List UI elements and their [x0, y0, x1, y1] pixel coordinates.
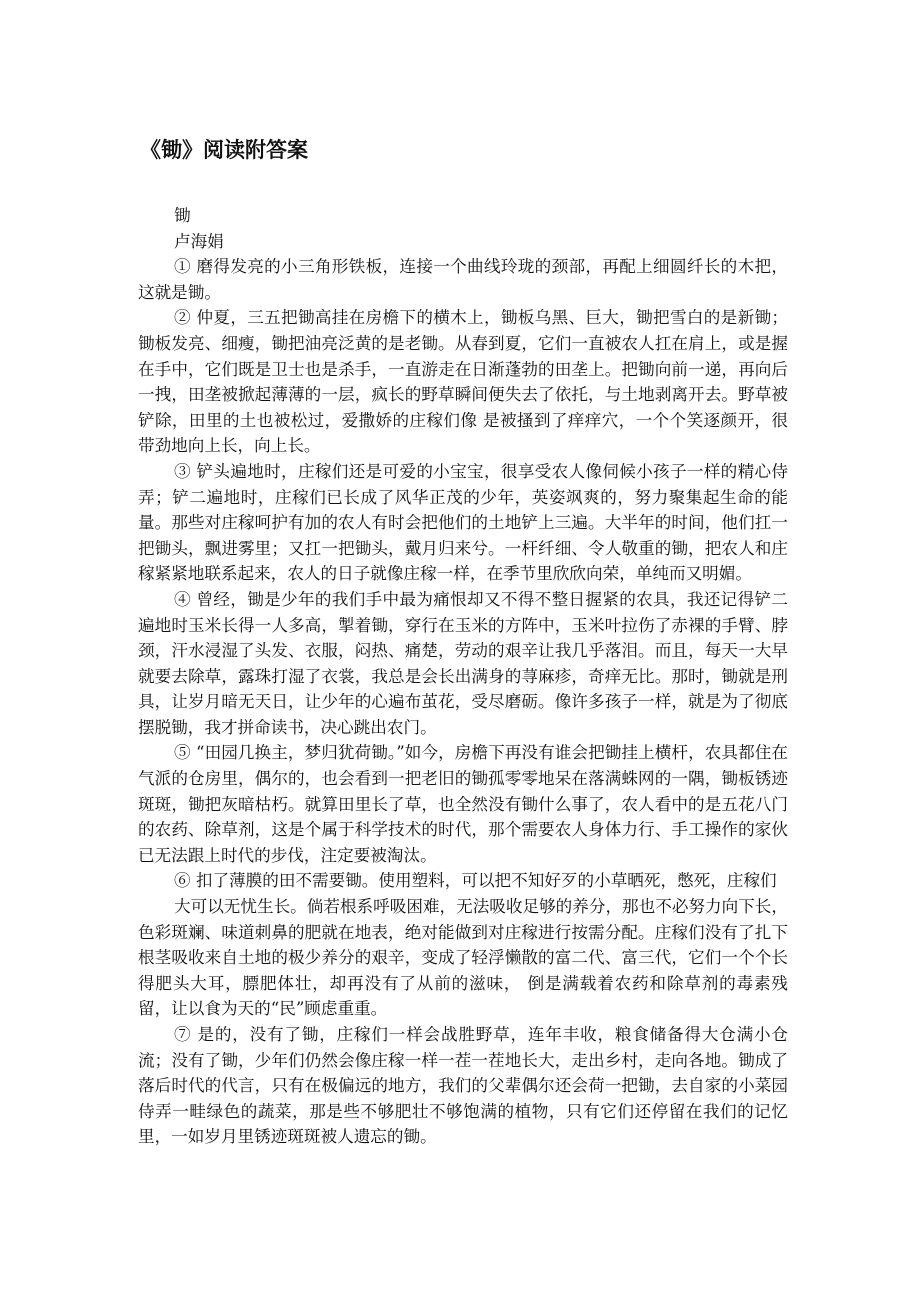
paragraph-6-continued: 大可以无忧生长。倘若根系呼吸困难，无法吸收足够的养分，那也不必努力向下长，色彩斑斓、味道刺鼻的肥就在地表，绝对能做到对庄稼进行按需分配。庄稼们没有了扎下根茎吸收来自土地的极少养分的艰辛，变成了轻浮懒散的富二代、富三代，它们一个个长得肥头大耳，膘肥体壮，却再没有了从前的滋味， 倒是满载着农药和除草剂的毒素残留，让以食为天的“民”顾虑重重。 [138, 897, 788, 1019]
paragraph-4: ④ 曾经，锄是少年的我们手中最为痛恨却又不得不整日握紧的农具，我还记得铲二遍地时玉米长得一人多高，掣着锄，穿行在玉米的方阵中，玉米叶拉伤了赤裸的手臂、脖颈，汗水浸湿了头发、衣服，闷热、痛楚，劳动的艰辛让我几乎落泪。而且，每天一大早就要去除草，露珠打湿了衣裳，我总是会长出满身的荨麻疹，奇痒无比。那时，锄就是刑具，让岁月暗无天日，让少年的心遍布茧花，受尽磨砺。像许多孩子一样，就是为了彻底摆脱锄，我才拼命读书，决心跳出农门。 [138, 589, 788, 737]
article-title: 锄 [174, 206, 191, 225]
article-body [138, 203, 788, 1150]
document-title: 《锄》阅读附答案 [140, 137, 308, 162]
paragraph-6: ⑥ 扣了薄膜的田不需要锄。使用塑料，可以把不知好歹的小草晒死，憋死，庄稼们 [174, 871, 777, 891]
paragraph-7: ⑦ 是的，没有了锄，庄稼们一样会战胜野草，连年丰收，粮食储备得大仓满小仓流；没有了锄，少年们仍然会像庄稼一样一茬一茬地长大，走出乡村，走向各地。锄成了落后时代的代言，只有在极偏远的地方，我们的父辈偶尔还会荷一把锄，去自家的小菜园侍弄一畦绿色的蔬菜，那是些不够肥壮不够饱满的植物，只有它们还停留在我们的记忆里，一如岁月里锈迹斑斑被人遗忘的锄。 [138, 1025, 788, 1147]
paragraph-2: ② 仲夏，三五把锄高挂在房檐下的横木上，锄板乌黑、巨大，锄把雪白的是新锄；锄板发亮、细瘦，锄把油亮泛黄的是老锄。从春到夏，它们一直被农人扛在肩上，或是握在手中，它们既是卫士也是杀手，一直游走在日渐蓬勃的田垄上。把锄向前一递，再向后一拽，田垄被掀起薄薄的一层，疯长的野草瞬间便失去了依托，与土地剥离开去。野草被铲除，田里的土也被松过，爱撒娇的庄稼们像 是被搔到了痒痒穴，一个个笑逐颜开，很带劲地向上长，向上长。 [138, 308, 788, 456]
paragraph-1: ① 磨得发亮的小三角形铁板，连接一个曲线玲珑的颈部，再配上细圆纤长的木把，这就是锄。 [138, 257, 788, 302]
article-author: 卢海娟 [174, 231, 224, 251]
paragraph-5: ⑤ “田园几换主，梦归犹荷锄。”如今，房檐下再没有谁会把锄挂上横杆，农具都住在气派的仓房里，偶尔的，也会看到一把老旧的锄孤零零地呆在落满蛛网的一隅，锄板锈迹斑斑，锄把灰暗枯朽。就算田里长了草，也全然没有锄什么事了，农人看中的是五花八门的农药、除草剂，这是个属于科学技术的时代，那个需要农人身体力行、手工操作的家伙已无法跟上时代的步伐，注定要被淘汰。 [138, 743, 788, 865]
paragraph-3: ③ 铲头遍地时，庄稼们还是可爱的小宝宝，很享受农人像伺候小孩子一样的精心侍弄；铲二遍地时，庄稼们已长成了风华正茂的少年，英姿飒爽的，努力聚集起生命的能量。那些对庄稼呵护有加的农人有时会把他们的土地铲上三遍。大半年的时间，他们扛一把锄头，飘进雾里；又扛一把锄头，戴月归来兮。一杆纤细、令人敬重的锄，把农人和庄稼紧紧地联系起来，农人的日子就像庄稼一样，在季节里欣欣向荣，单纯而又明媚。 [138, 461, 788, 584]
